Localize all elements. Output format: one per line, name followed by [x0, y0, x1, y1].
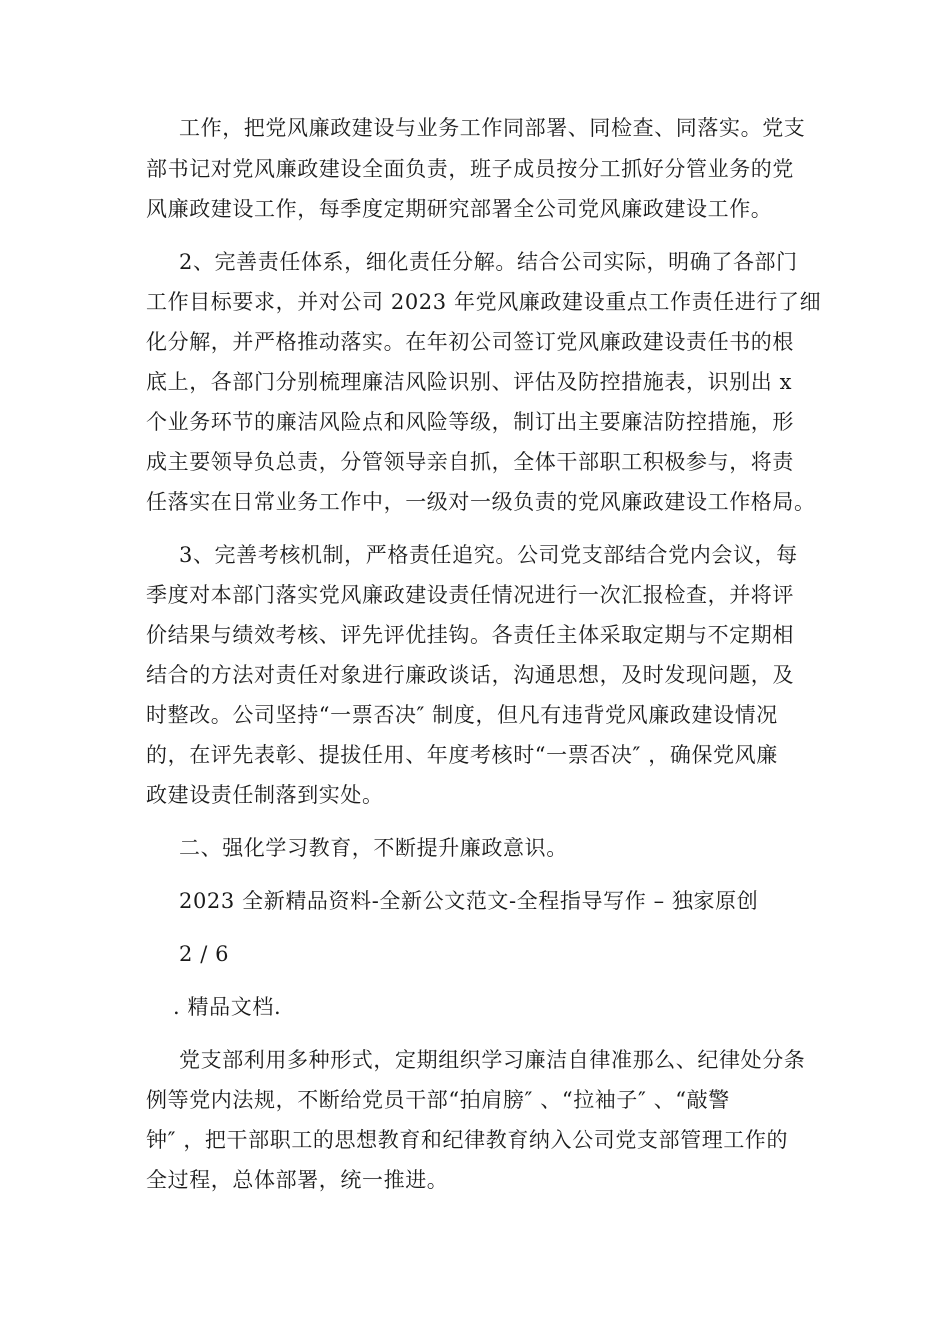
para4-line2: 例等党内法规，不断给党员干部“拍肩膀″ 、“拉袖子″ 、“敲警: [146, 1088, 730, 1112]
para1-line1: 工作，把党风廉政建设与业务工作同部署、同检查、同落实。党支: [179, 116, 806, 140]
para3-line7: 政建设责任制落到实处。: [146, 783, 384, 807]
para4-line3: 钟″ ，把干部职工的思想教育和纪律教育纳入公司党支部管理工作的: [146, 1128, 789, 1152]
page-number: 2 / 6: [179, 942, 230, 966]
para1-line2: 部书记对党风廉政建设全面负责，班子成员按分工抓好分管业务的党: [146, 157, 794, 181]
para2-line3: 化分解，并严格推动落实。在年初公司签订党风廉政建设责任书的根: [146, 330, 794, 354]
para3-line6: 的，在评先表彰、提拔任用、年度考核时“一票否决″ ，确保党风廉: [146, 743, 778, 767]
para2-line7: 任落实在日常业务工作中，一级对一级负责的党风廉政建设工作格局。: [146, 490, 816, 514]
para2-line5: 个业务环节的廉洁风险点和风险等级，制订出主要廉洁防控措施，形: [146, 410, 794, 434]
para3-line4: 结合的方法对责任对象进行廉政谈话，沟通思想，及时发现问题，及: [146, 663, 794, 687]
para4-line1: 党支部利用多种形式，定期组织学习廉洁自律准那么、纪律处分条: [179, 1048, 806, 1072]
section-heading-2: 二、强化学习教育，不断提升廉政意识。: [179, 836, 568, 860]
para1-line3: 风廉政建设工作，每季度定期研究部署全公司党风廉政建设工作。: [146, 197, 773, 221]
para3-line1: 3、完善考核机制，严格责任追究。公司党支部结合党内会议，每: [179, 543, 798, 567]
para4-line4: 全过程，总体部署，统一推进。: [146, 1168, 449, 1192]
header-note: . 精品文档.: [173, 995, 282, 1019]
para2-line4: 底上，各部门分别梳理廉洁风险识别、评估及防控措施表，识别出 x: [146, 370, 793, 394]
footer-note: 2023 全新精品资料-全新公文范文-全程指导写作 – 独家原创: [179, 889, 759, 913]
para3-line5: 时整改。公司坚持“一票否决″ 制度，但凡有违背党风廉政建设情况: [146, 703, 778, 727]
para3-line3: 价结果与绩效考核、评先评优挂钩。各责任主体采取定期与不定期相: [146, 623, 794, 647]
para2-line1: 2、完善责任体系，细化责任分解。结合公司实际，明确了各部门: [179, 250, 798, 274]
para2-line6: 成主要领导负总责，分管领导亲自抓，全体干部职工积极参与，将责: [146, 450, 794, 474]
para2-line2: 工作目标要求，并对公司 2023 年党风廉政建设重点工作责任进行了细: [146, 290, 822, 314]
para3-line2: 季度对本部门落实党风廉政建设责任情况进行一次汇报检查，并将评: [146, 583, 794, 607]
